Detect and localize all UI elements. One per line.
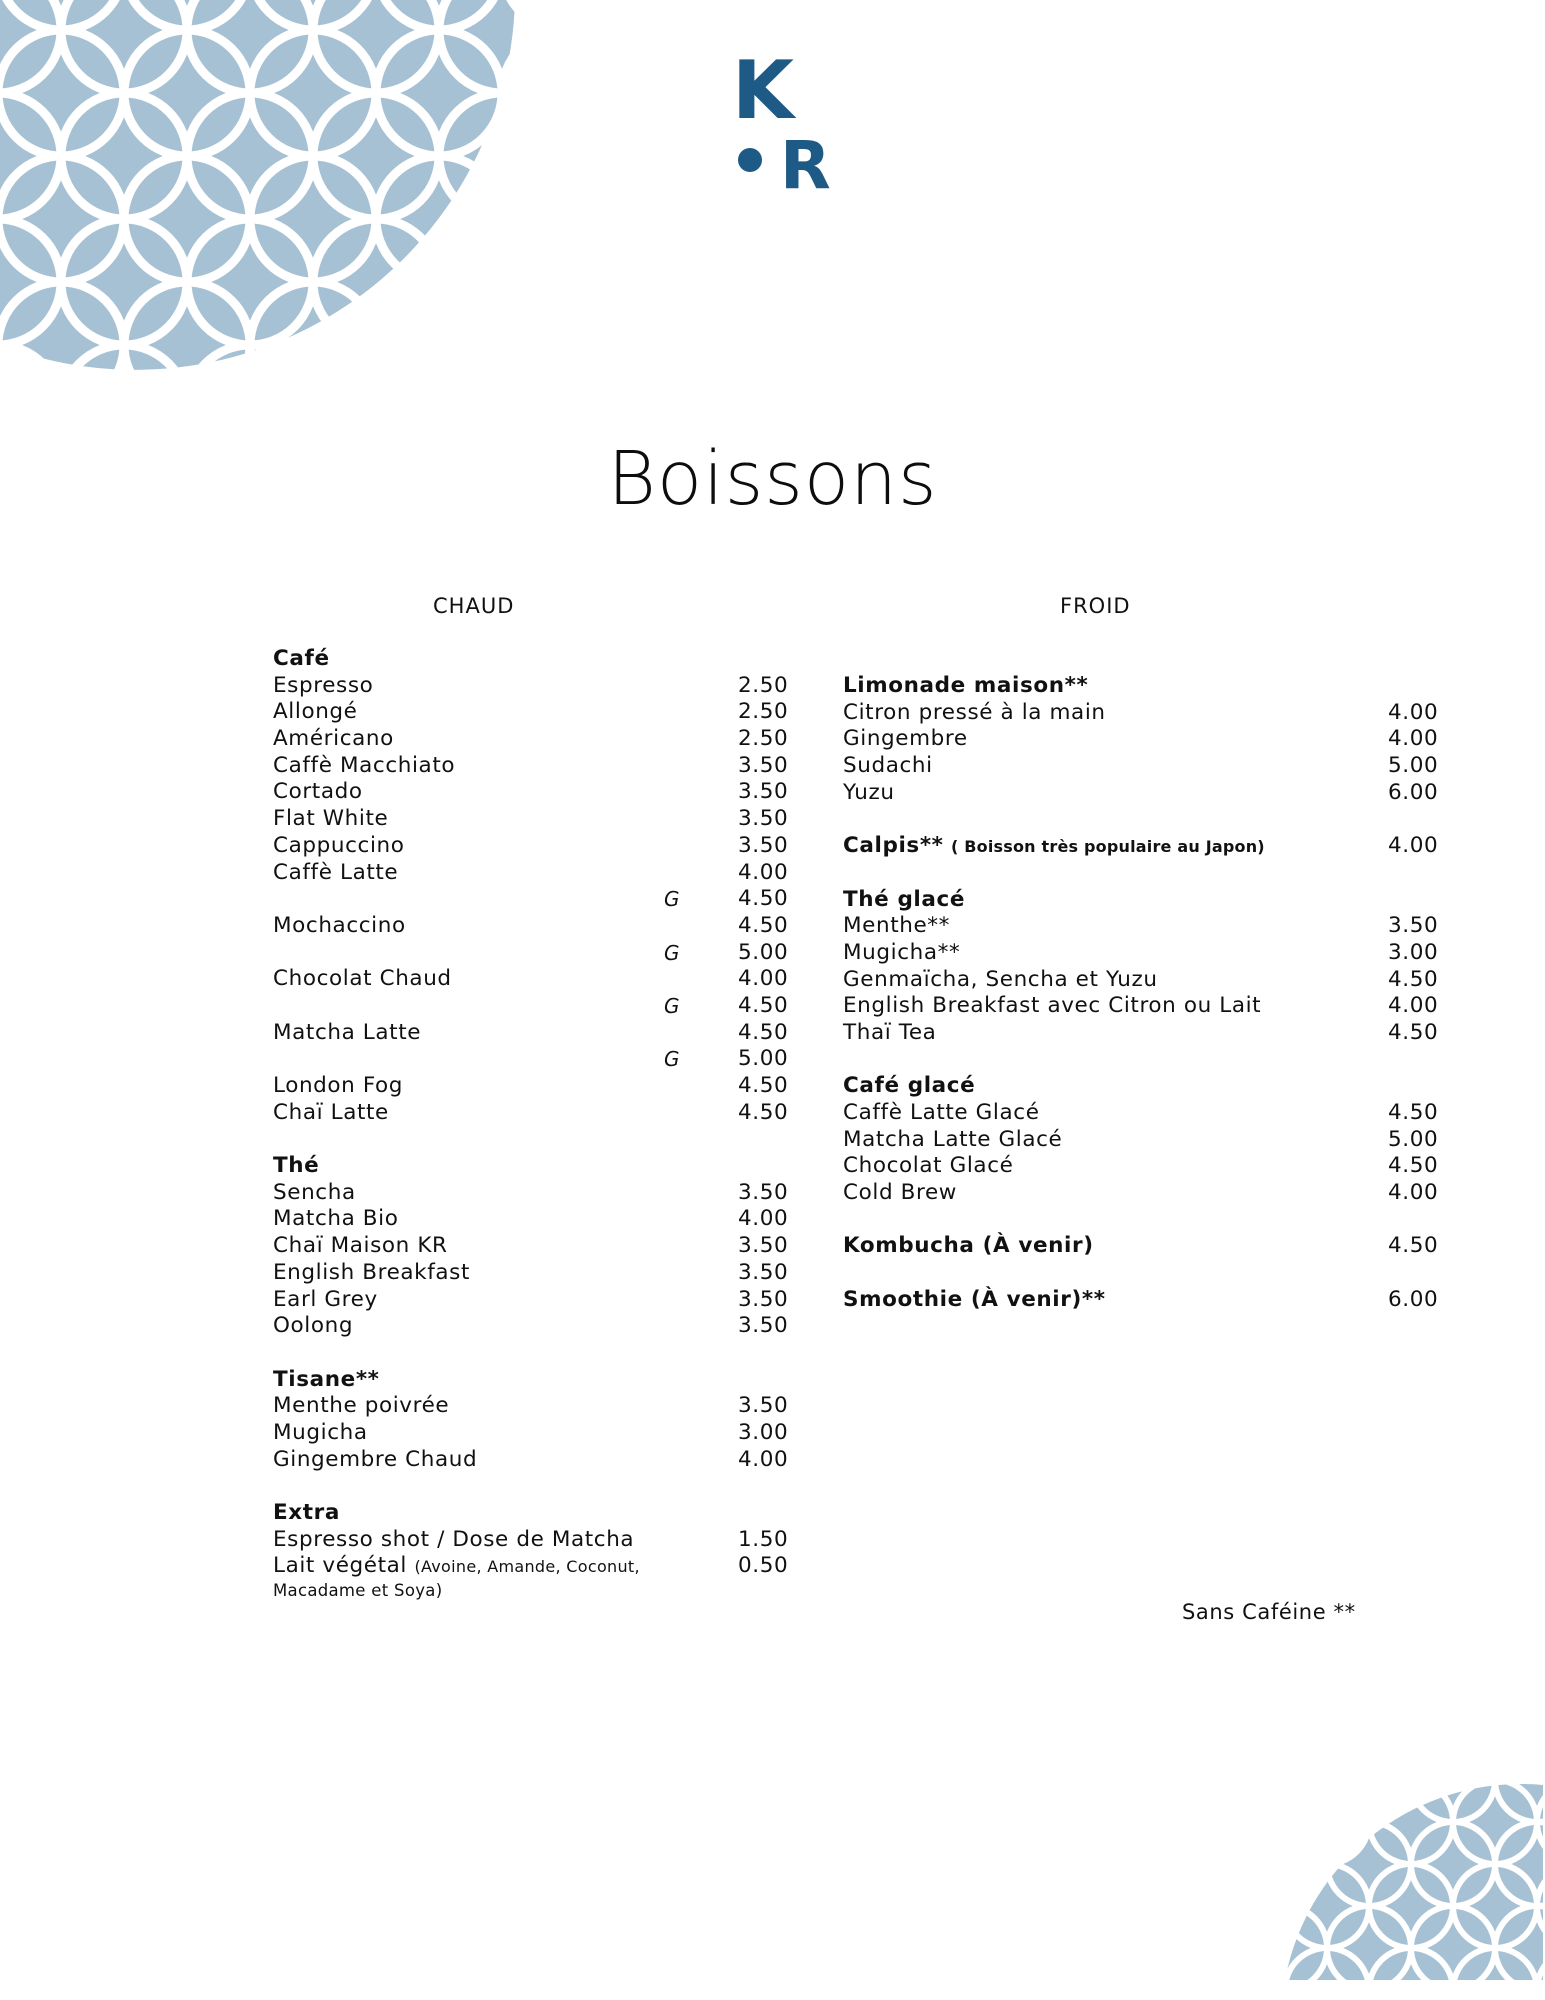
section-title: Limonade maison** (843, 673, 1089, 698)
item-name: Menthe** (843, 913, 950, 939)
section-title: Tisane** (273, 1366, 380, 1392)
menu-item (273, 1260, 793, 1287)
item-note: (Avoine, Amande, Coconut, (414, 1557, 640, 1577)
item-name: Gingembre (843, 726, 968, 752)
pattern-decoration-top-left (0, 0, 520, 380)
item-price: 4.50 (738, 1099, 789, 1125)
item-price: 3.50 (738, 806, 789, 832)
menu-item (273, 1020, 793, 1047)
item-name: Genmaïcha, Sencha et Yuzu (843, 966, 1158, 992)
item-name: Cortado (273, 779, 363, 805)
item-price: 5.00 (1388, 753, 1439, 779)
menu-item (843, 913, 1443, 940)
item-price: 4.00 (738, 859, 789, 885)
section-title: Thé (273, 1153, 320, 1179)
item-name: English Breakfast (273, 1259, 471, 1285)
brand-logo (720, 40, 860, 200)
item-price: 4.00 (1388, 726, 1439, 752)
menu-item (843, 833, 1443, 860)
section-the (273, 1153, 793, 1340)
item-price: 3.50 (738, 1179, 789, 1205)
item-name: Menthe poivrée (273, 1393, 450, 1419)
item-name: Espresso shot / Dose de Matcha (273, 1526, 635, 1552)
page-title: Boissons (607, 436, 938, 522)
item-price: 3.50 (738, 1286, 789, 1312)
variant-mark: G (664, 887, 681, 912)
item-note: ( Boisson très populaire au Japon) (950, 837, 1265, 857)
item-price: 4.00 (1388, 1180, 1439, 1206)
item-price: 4.50 (1388, 1153, 1439, 1179)
item-name: London Fog (273, 1073, 404, 1098)
item-name: Chocolat Chaud (273, 966, 452, 992)
item-note-continued: Macadame et Soya) (273, 1581, 443, 1601)
menu-item (273, 1073, 793, 1100)
item-name: Américano (273, 726, 394, 752)
item-price: 3.00 (1388, 939, 1439, 965)
item-name-with-note (843, 833, 1265, 861)
section-title: Café glacé (843, 1073, 976, 1099)
menu-item-variant (273, 886, 793, 913)
item-name: Allongé (273, 699, 358, 725)
item-price: 6.00 (1388, 779, 1439, 805)
item-price: 4.50 (738, 912, 789, 938)
section-smoothie (843, 1287, 1443, 1314)
item-name: Matcha Latte (273, 1019, 422, 1045)
item-price: 3.50 (738, 1313, 789, 1339)
logo-dot (738, 148, 762, 172)
item-name: English Breakfast avec Citron ou Lait (843, 993, 1262, 1019)
variant-mark: G (664, 1047, 681, 1072)
item-price: 4.50 (1388, 1233, 1439, 1259)
item-price: 4.00 (1388, 833, 1439, 859)
item-price: 4.50 (1388, 966, 1439, 992)
menu-item (273, 779, 793, 806)
item-name: Caffè Latte Glacé (843, 1100, 1040, 1125)
item-price: 3.50 (738, 1259, 789, 1285)
menu-item (273, 806, 793, 833)
item-price: 3.50 (738, 832, 789, 858)
item-name: Oolong (273, 1313, 354, 1339)
section-title: Thé glacé (843, 886, 966, 912)
item-name-with-note (273, 1553, 640, 1581)
item-price: 4.50 (1388, 1019, 1439, 1045)
menu-item (273, 1393, 793, 1420)
menu-item (843, 993, 1443, 1020)
section-cafe-glace (843, 1073, 1443, 1206)
pattern-decoration-bottom-right (1285, 1780, 1545, 2000)
item-price: 4.00 (1388, 699, 1439, 725)
item-price: 3.50 (738, 752, 789, 778)
item-price: 3.50 (1388, 913, 1439, 939)
item-name: Matcha Latte Glacé (843, 1126, 1063, 1152)
item-name: Citron pressé à la main (843, 699, 1106, 725)
menu-item (273, 1206, 793, 1233)
menu-item (273, 1287, 793, 1314)
item-name: Chaï Latte (273, 1099, 389, 1125)
menu-item (843, 780, 1443, 807)
item-price: 4.00 (738, 1446, 789, 1472)
item-price: 2.50 (738, 699, 789, 725)
section-the-glace (843, 887, 1443, 1047)
section-tisane (273, 1367, 793, 1474)
menu-item (843, 1100, 1443, 1127)
item-name: Mugicha** (843, 939, 961, 965)
logo-letter-k: K (732, 44, 794, 137)
menu-item-variant (273, 940, 793, 967)
item-price: 2.50 (738, 672, 789, 698)
column-heading-hot: CHAUD (433, 594, 515, 618)
menu-item (273, 726, 793, 753)
item-price: 3.50 (738, 1233, 789, 1259)
menu-item (843, 940, 1443, 967)
item-name: Chaï Maison KR (273, 1233, 448, 1259)
item-name: Cold Brew (843, 1180, 957, 1206)
item-price: 0.50 (738, 1553, 789, 1579)
item-name: Caffè Macchiato (273, 752, 456, 778)
variant-mark: G (664, 940, 681, 965)
item-name: Caffè Latte (273, 859, 399, 885)
menu-item (273, 1447, 793, 1474)
menu-item (273, 966, 793, 993)
section-cafe (273, 646, 793, 1126)
section-title: Calpis** (843, 833, 944, 859)
menu-item (273, 1527, 793, 1554)
menu-item (273, 1420, 793, 1447)
item-price: 5.00 (738, 939, 789, 965)
item-name: Espresso (273, 672, 374, 698)
item-name: Yuzu (843, 779, 895, 805)
menu-item (273, 833, 793, 860)
item-name: Chocolat Glacé (843, 1153, 1014, 1179)
item-price: 3.00 (738, 1419, 789, 1445)
menu-item (843, 700, 1443, 727)
item-name: Mugicha (273, 1419, 368, 1445)
item-price: 2.50 (738, 726, 789, 752)
item-name: Sencha (273, 1179, 356, 1205)
item-price: 4.00 (738, 966, 789, 992)
menu-item (843, 1020, 1443, 1047)
section-extra (273, 1500, 793, 1602)
section-title: Smoothie (À venir)** (843, 1286, 1106, 1312)
menu-item (843, 1287, 1443, 1314)
item-name: Sudachi (843, 753, 933, 779)
menu-item-variant (273, 993, 793, 1020)
item-price: 4.50 (738, 1019, 789, 1045)
hot-drinks-column (273, 646, 793, 1629)
menu-item (273, 673, 793, 700)
menu-item (843, 1233, 1443, 1260)
menu-item (843, 753, 1443, 780)
menu-item (273, 1100, 793, 1127)
menu-item (273, 1233, 793, 1260)
caffeine-footnote: Sans Caféine ** (1182, 1600, 1356, 1624)
item-price: 3.50 (738, 1393, 789, 1419)
menu-item (273, 913, 793, 940)
menu-item (273, 1553, 793, 1580)
column-heading-cold: FROID (1060, 594, 1131, 618)
item-price: 1.50 (738, 1526, 789, 1552)
menu-item (843, 1127, 1443, 1154)
variant-mark: G (664, 993, 681, 1018)
menu-item (843, 1153, 1443, 1180)
menu-item (273, 1180, 793, 1207)
section-title: Kombucha (À venir) (843, 1233, 1094, 1259)
item-price: 5.00 (1388, 1126, 1439, 1152)
item-name: Gingembre Chaud (273, 1446, 478, 1472)
item-price: 4.50 (738, 886, 789, 912)
menu-item (273, 1313, 793, 1340)
logo-letter-r: R (780, 127, 831, 200)
item-price: 4.50 (738, 992, 789, 1018)
item-price: 4.50 (1388, 1100, 1439, 1125)
menu-item (843, 1180, 1443, 1207)
item-name: Cappuccino (273, 832, 405, 858)
section-limonade (843, 673, 1443, 806)
section-title: Extra (273, 1500, 340, 1525)
menu-item (843, 967, 1443, 994)
item-price: 3.50 (738, 779, 789, 805)
section-kombucha (843, 1233, 1443, 1260)
item-name: Mochaccino (273, 912, 406, 938)
item-price: 4.00 (738, 1206, 789, 1232)
item-name: Lait végétal (273, 1553, 407, 1579)
cold-drinks-column (843, 673, 1443, 1340)
menu-item-variant (273, 1046, 793, 1073)
item-price: 4.50 (738, 1073, 789, 1098)
menu-item (273, 699, 793, 726)
menu-item (843, 726, 1443, 753)
item-name: Matcha Bio (273, 1206, 399, 1232)
section-title: Café (273, 646, 330, 671)
item-price: 5.00 (738, 1046, 789, 1072)
menu-item (273, 860, 793, 887)
item-name: Earl Grey (273, 1286, 378, 1312)
item-name: Thaï Tea (843, 1019, 937, 1045)
item-name: Flat White (273, 806, 389, 832)
menu-item (273, 753, 793, 780)
item-price: 6.00 (1388, 1286, 1439, 1312)
item-price: 4.00 (1388, 993, 1439, 1019)
section-calpis (843, 833, 1443, 860)
